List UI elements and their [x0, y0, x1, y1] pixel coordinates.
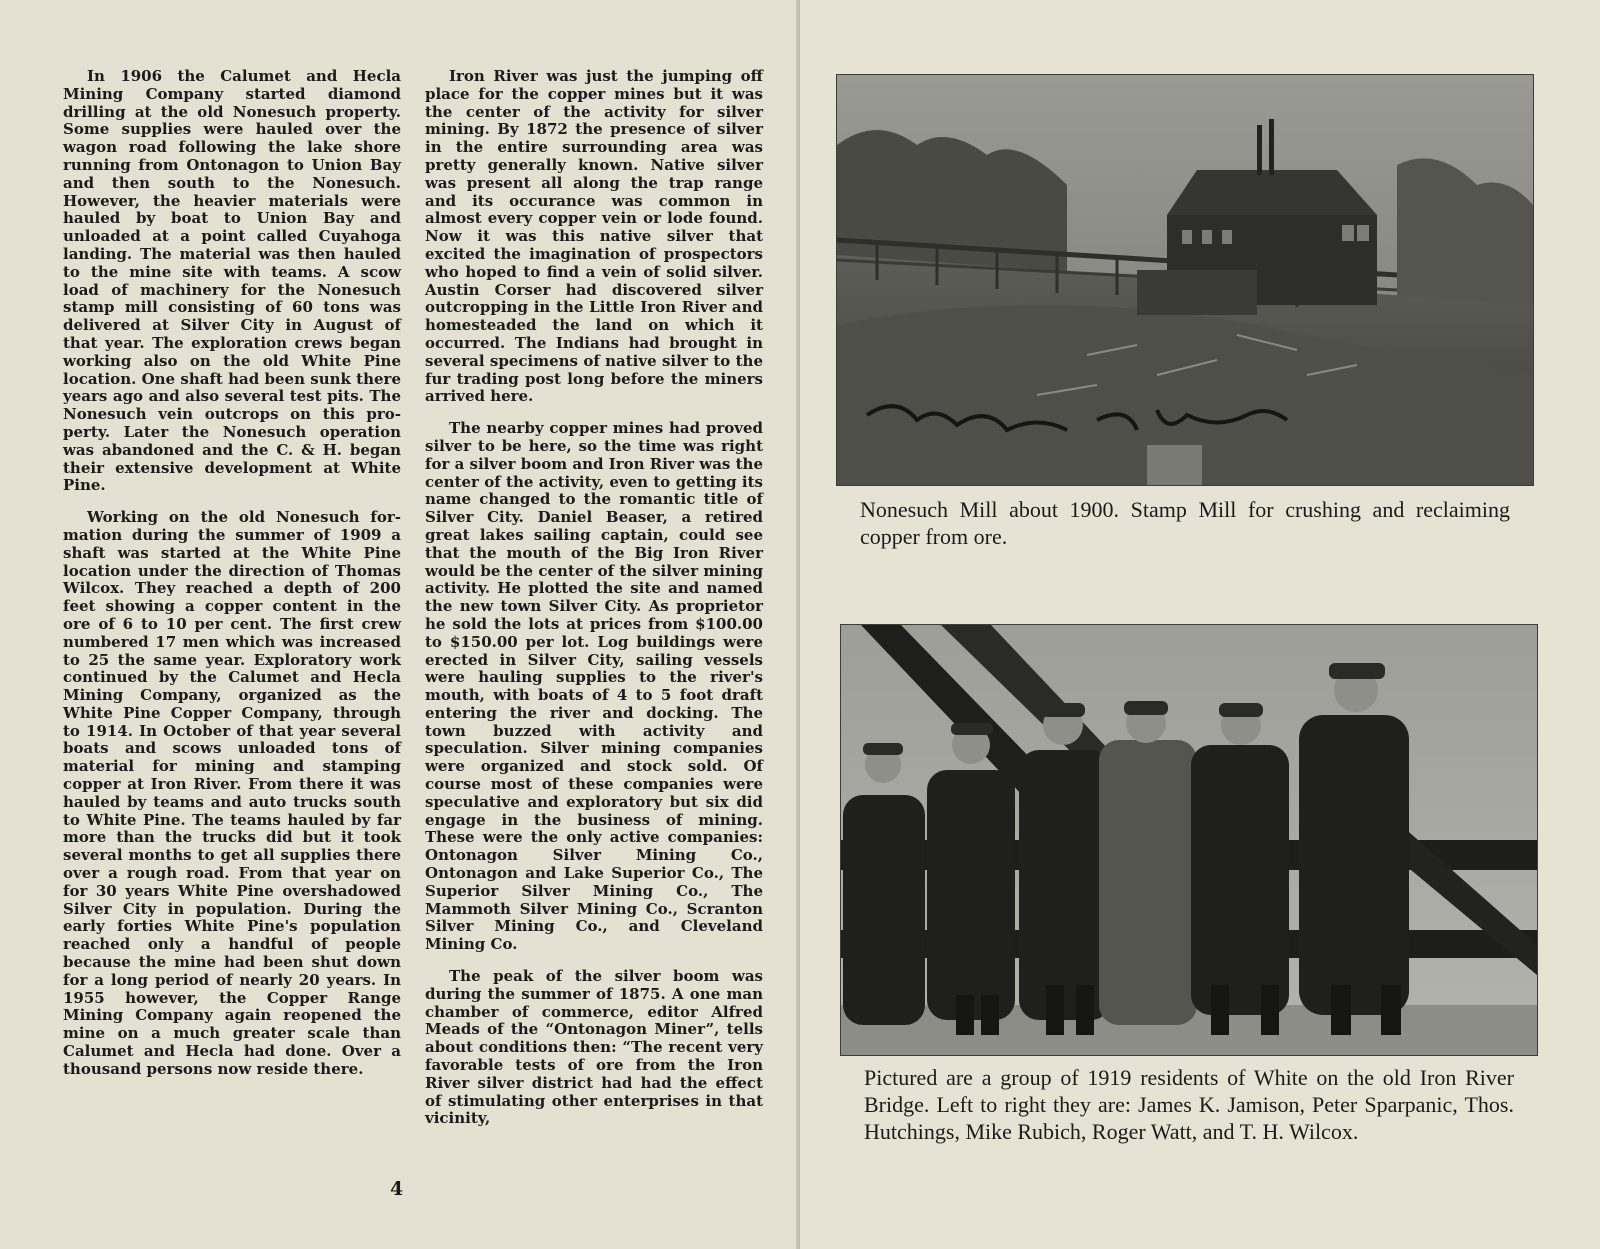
photo-caption-2: Pictured are a group of 1919 residents of White on the old Iron River Bridge. Left to right they are: James K. Jamison, Peter Sparpanic, Thos. Hutchings, Mike Rubich, Roger Watt, and T. H. Wilcox. [864, 1065, 1514, 1144]
paragraph: In 1906 the Calumet and Hecla Mining Company started diamond drilling at the old Nonesuch property. Some supplies were hauled over the wagon road following the lake shore running from Ontonagon to Union Bay and then south to the Nonesuch. However, the heavier materials were hauled by boat to Union Bay and unloaded at a point called Cuyahoga landing. The material was then hauled to the mine site with teams. A scow load of machinery for the Nonesuch stamp mill consisting of 60 tons was delivered at Silver City in August of that year. The exploration crews began working also on the old White Pine location. One shaft had been sunk there years ago and also several test pits. The Nonesuch vein outcrops on this property. Later the Nonesuch operation was abandoned and the C. & H. began their extensive development at White Pine. [63, 67, 401, 495]
paragraph: Working on the old Nonesuch formation during the summer of 1909 a shaft was started at the White Pine location under the direction of Thomas Wilcox. They reached a depth of 200 feet showing a copper content in the ore of 6 to 10 per cent. The first crew numbered 17 men which was increased to 25 the same year. Exploratory work continued by the Calumet and Hecla Mining Company, organized as the White Pine Copper Company, through to 1914. In October of that year several boats and scows unloaded tons of material for mining and stamping copper at Iron River. From there it was hauled by teams and auto trucks south to White Pine. The teams hauled by far more than the trucks did but it took several months to get all supplies there over a rough road. From that year on for 30 years White Pine overshadowed Silver City in population. During the early forties White Pine's population reached only a handful of people because the mine had been shut down for a long period of nearly 20 years. In 1955 however, the Copper Range Mining Company again reopened the mine on a much greater scale than Calumet and Hecla had done. Over a thousand persons now reside there. [63, 508, 401, 1078]
photo-caption-1: Nonesuch Mill about 1900. Stamp Mill for crushing and reclaiming copper from ore. [860, 497, 1510, 549]
paragraph: The peak of the silver boom was during the summer of 1875. A one man chamber of commerce, editor Alfred Meads of the “Ontonagon Miner”, tells about conditions then: “The recent very favorable tests of ore from the Iron River silver district had had the effect of stimulating other enterprises in that vicinity, [425, 967, 763, 1128]
group-portrait-photo [840, 624, 1538, 1056]
text-column-2 [425, 68, 763, 1142]
text-column-1 [63, 68, 401, 1093]
page-number: 4 [390, 1178, 404, 1200]
mill-building-photo [836, 74, 1534, 486]
paragraph: Iron River was just the jumping off place for the copper mines but it was the center of the activity for silver mining. By 1872 the presence of silver in the entire surrounding area was pretty generally known. Native silver was present all along the trap range and its occurance was common in almost every copper vein or lode found. Now it was this native silver that excited the imagination of prospectors who hoped to find a vein of solid silver. Austin Corser had discovered silver outcropping in the Little Iron River and homesteaded the land on which it occurred. The Indians had brought in several specimens of native silver to the fur trading post long before the miners arrived here. [425, 67, 763, 406]
paragraph: The nearby copper mines had proved silver to be here, so the time was right for a silver boom and Iron River was the center of the activity, even to getting its name changed to the romantic title of Silver City. Daniel Beaser, a retired great lakes sailing captain, could see that the mouth of the Big Iron River would be the center of the silver mining activity. He plotted the site and named the new town Silver City. As proprietor he sold the lots at prices from $100.00 to $150.00 per lot. Log buildings were erected in Silver City, sailing vessels were hauling supplies to the river's mouth, with boats of 4 to 5 foot draft entering the river and docking. The town buzzed with activity and speculation. Silver mining companies were organized and stock sold. Of course most of these companies were speculative and exploratory but six did engage in the business of mining. These were the only active companies: Ontonagon Silver Mining Co., Ontonagon and Lake Superior Co., The Superior Silver Mining Co., The Mammoth Silver Mining Co., Scranton Silver Mining Co., and Cleveland Mining Co. [425, 419, 763, 954]
